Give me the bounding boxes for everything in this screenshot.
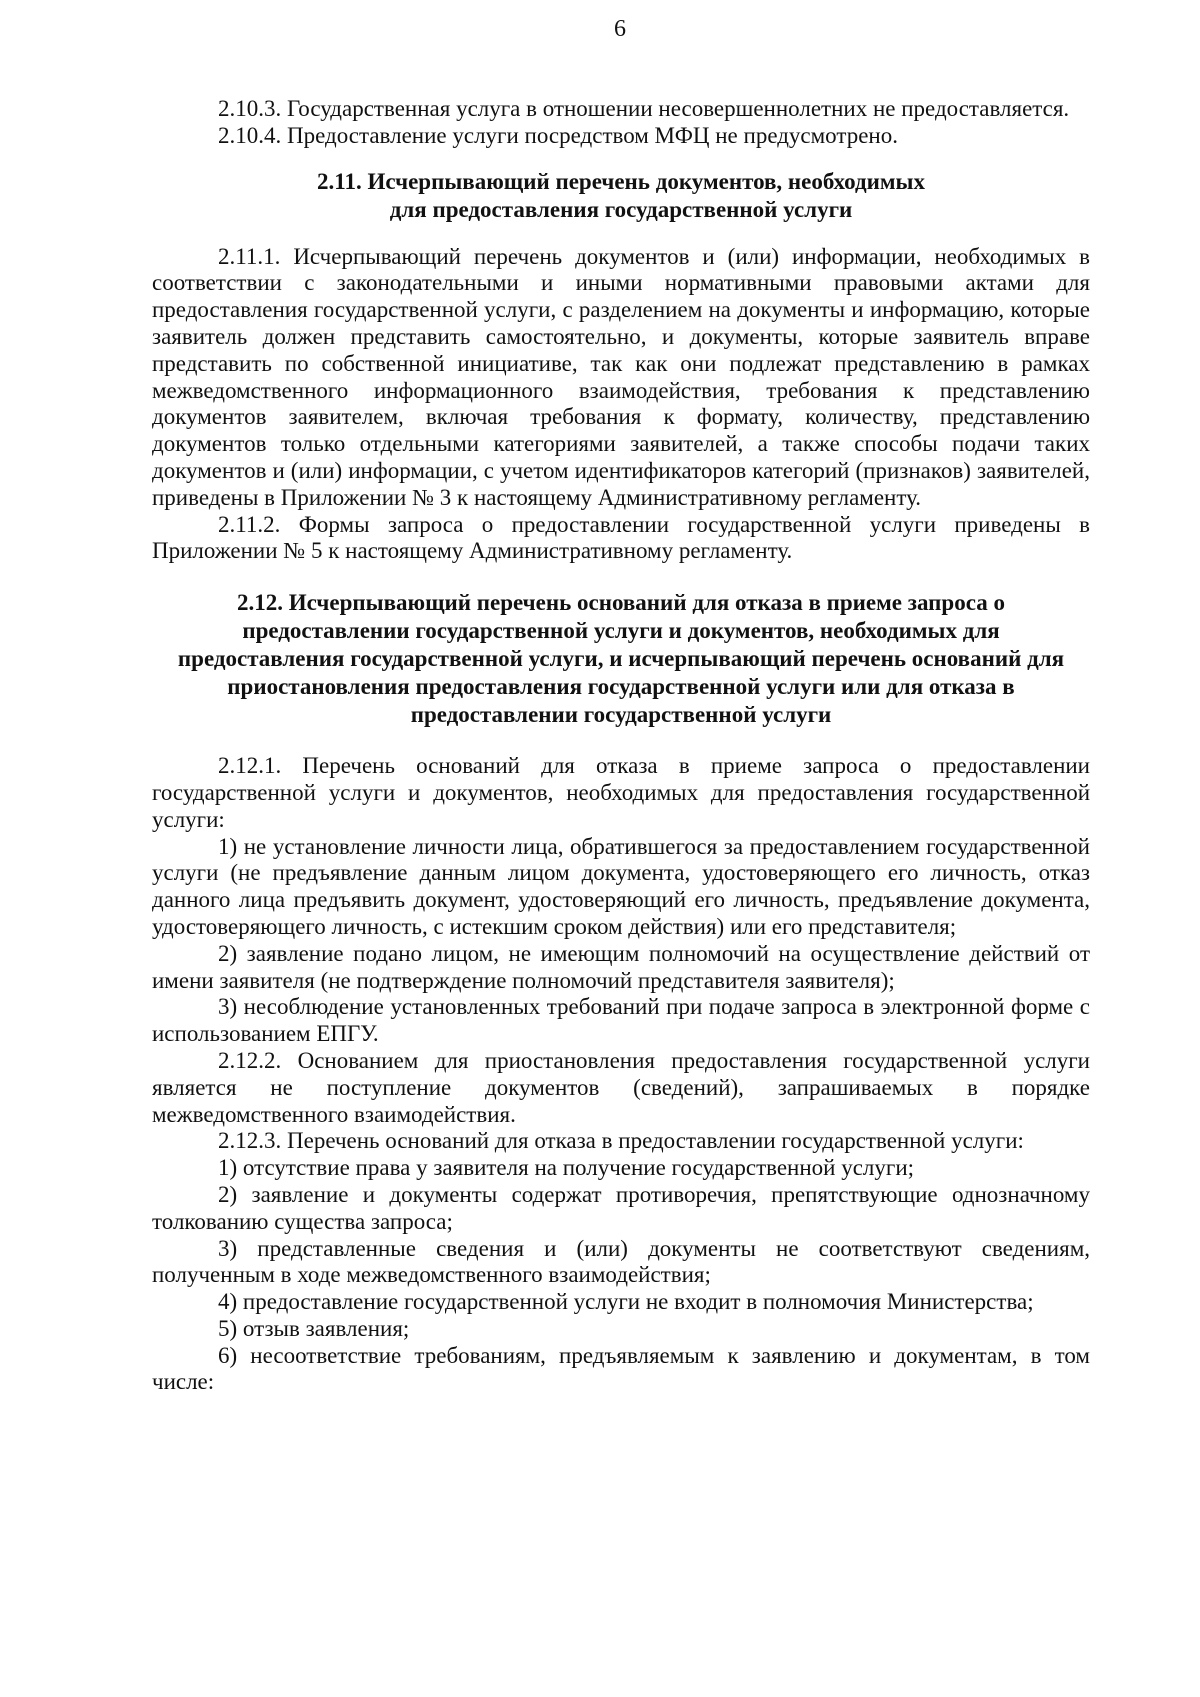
list-item: 2) заявление и документы содержат противоречия, препятствующие однозначному толкованию существа запроса;	[152, 1181, 1090, 1234]
paragraph-2-11-1: 2.11.1. Исчерпывающий перечень документов и (или) информации, необходимых в соответствии с законодательными и иными нормативными правовыми актами для предоставления государственной услуги, с разделением на документы и информацию, которые заявитель должен представить самостоятельно, и документы, которые заявитель вправе представить по собственной инициативе, так как они подлежат представлению в рамках межведомственного информационного взаимодействия, требования к представлению документов заявителем, включая требования к формату, количеству, представлению документов только отдельными категориями заявителей, а также способы подачи таких документов и (или) информации, с учетом идентификаторов категорий (признаков) заявителей, приведены в Приложении № 3 к настоящему Административному регламенту.	[152, 243, 1090, 510]
paragraph-2-10-4: 2.10.4. Предоставление услуги посредством МФЦ не предусмотрено.	[218, 122, 898, 148]
paragraph-2-10-3: 2.10.3. Государственная услуга в отношении несовершеннолетних не предоставляется.	[218, 96, 1070, 121]
list-item: 1) отсутствие права у заявителя на получение государственной услуги;	[218, 1155, 915, 1181]
paragraph-2-11-2: 2.11.2. Формы запроса о предоставлении государственной услуги приведены в Приложении № 5 к настоящему Административному регламенту.	[152, 511, 1090, 564]
heading-line: 2.11. Исчерпывающий перечень документов, необходимых	[317, 168, 925, 194]
heading-line: 2.12. Исчерпывающий перечень оснований для отказа в приеме запроса о	[237, 590, 1005, 616]
list-item: 2) заявление подано лицом, не имеющим полномочий на осуществление действий от имени заявителя (не подтверждение полномочий представителя заявителя);	[152, 940, 1090, 993]
document-body	[152, 96, 1090, 1396]
list-item: 6) несоответствие требованиям, предъявляемым к заявлению и документам, в том числе:	[152, 1342, 1090, 1395]
paragraph-2-12-2: 2.12.2. Основанием для приостановления предоставления государственной услуги является не поступление документов (сведений), запрашиваемых в порядке межведомственного взаимодействия.	[152, 1047, 1090, 1127]
list-item: 1) не установление личности лица, обратившегося за предоставлением государственной услуги (не предъявление данным лицом документа, удостоверяющего его личность, отказ данного лица предъявить документ, удостоверяющий его личность, предъявление документа, удостоверяющего личность, с истекшим сроком действия) или его представителя;	[152, 833, 1090, 939]
paragraph-2-12-3: 2.12.3. Перечень оснований для отказа в предоставлении государственной услуги:	[218, 1128, 1024, 1154]
section-heading-2-12	[152, 589, 1090, 729]
section-heading-2-11	[152, 168, 1090, 224]
list-item: 4) предоставление государственной услуги не входит в полномочия Министерства;	[218, 1289, 1034, 1315]
heading-line: приостановления предоставления государственной услуги или для отказа в	[227, 674, 1015, 700]
heading-line: предоставлении государственной услуги	[410, 702, 832, 728]
list-item: 3) представленные сведения и (или) документы не соответствуют сведениям, полученным в ходе межведомственного взаимодействия;	[152, 1235, 1090, 1288]
heading-line: предоставления государственной услуги, и исчерпывающий перечень оснований для	[177, 646, 1065, 672]
list-item: 5) отзыв заявления;	[218, 1315, 410, 1341]
heading-line: для предоставления государственной услуги	[389, 196, 853, 222]
heading-line: предоставлении государственной услуги и документов, необходимых для	[242, 618, 1000, 644]
list-item: 3) несоблюдение установленных требований при подаче запроса в электронной форме с использованием ЕПГУ.	[152, 994, 1090, 1047]
paragraph-2-12-1: 2.12.1. Перечень оснований для отказа в приеме запроса о предоставлении государственной услуги и документов, необходимых для предоставления государственной услуги:	[152, 753, 1090, 832]
page-number: 6	[614, 16, 626, 42]
